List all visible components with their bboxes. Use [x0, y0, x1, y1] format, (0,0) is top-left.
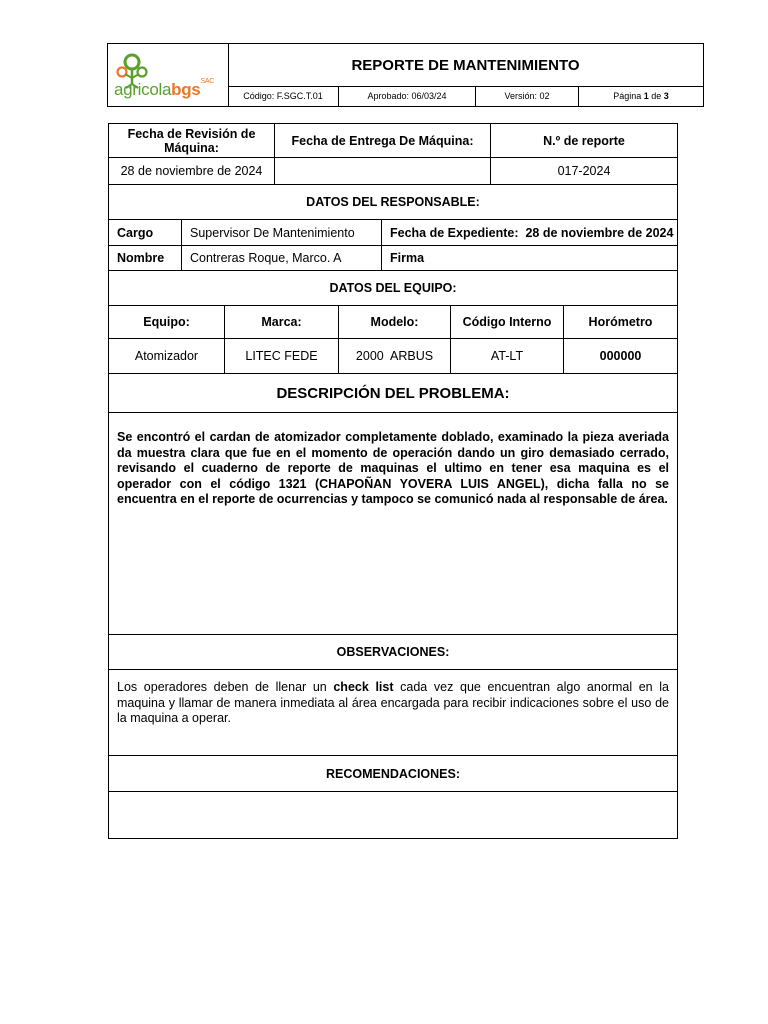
- page-total: 3: [663, 91, 669, 101]
- brand-wordmark: [114, 80, 214, 100]
- value-horometro: 000000: [599, 349, 642, 363]
- value-fecha-entrega: [275, 158, 491, 184]
- col-horometro: Horómetro: [588, 315, 653, 329]
- document-title: REPORTE DE MANTENIMIENTO: [228, 44, 703, 87]
- label-cargo: Cargo: [109, 220, 182, 245]
- equipo-header-row: [109, 306, 677, 339]
- section-observaciones: OBSERVACIONES:: [109, 635, 677, 670]
- value-nro-reporte: 017-2024: [557, 164, 611, 178]
- label-fecha-revision: Fecha de Revisión de Máquina:: [109, 124, 275, 157]
- value-fecha-expediente: 28 de noviembre de 2024: [525, 225, 674, 240]
- label-fecha-entrega: Fecha de Entrega De Máquina:: [275, 124, 491, 157]
- value-nombre: Contreras Roque, Marco. A: [182, 246, 382, 270]
- section-responsable: DATOS DEL RESPONSABLE:: [109, 185, 677, 220]
- page-of: de: [648, 91, 664, 101]
- value-cargo: Supervisor De Mantenimiento: [182, 220, 382, 245]
- brand-suffix-text: SAC: [200, 78, 214, 85]
- obs-text-bold: check list: [333, 680, 394, 694]
- value-modelo: 2000 ARBUS: [339, 339, 451, 373]
- problema-body: [109, 413, 677, 635]
- page-prefix: Página: [613, 91, 644, 101]
- section-problema: DESCRIPCIÓN DEL PROBLEMA:: [109, 374, 677, 413]
- maintenance-form: [108, 123, 678, 839]
- equipo-values-row: [109, 339, 677, 374]
- doc-approved: Aprobado: 06/03/24: [339, 86, 476, 106]
- value-fecha-revision: 28 de noviembre de 2024: [109, 158, 275, 184]
- doc-page: [579, 86, 703, 106]
- nombre-row: [109, 246, 677, 271]
- value-equipo: Atomizador: [109, 339, 225, 373]
- label-nombre: Nombre: [109, 246, 182, 270]
- brand-green-text: agricola: [114, 80, 172, 99]
- company-logo: [108, 44, 229, 106]
- recomendaciones-body: [109, 792, 677, 838]
- label-nro-reporte: N.º de reporte: [543, 133, 625, 148]
- label-firma: Firma: [390, 251, 425, 265]
- obs-text-before: Los operadores deben de llenar un: [117, 680, 334, 694]
- report-header-row: [109, 124, 677, 158]
- cargo-row: [109, 220, 677, 246]
- page-number: 1: [643, 91, 649, 101]
- col-equipo: Equipo:: [109, 306, 225, 338]
- label-fecha-expediente: Fecha de Expediente:: [390, 225, 519, 240]
- col-modelo: Modelo:: [339, 306, 451, 338]
- value-marca: LITEC FEDE: [225, 339, 339, 373]
- value-codigo-interno: AT-LT: [451, 339, 564, 373]
- col-codigo-interno: Código Interno: [451, 306, 564, 338]
- document-meta-row: [228, 86, 703, 106]
- observaciones-text: [117, 680, 669, 727]
- brand-orange-text: bgs: [171, 80, 201, 99]
- report-values-row: [109, 158, 677, 185]
- document-header: [107, 43, 704, 107]
- section-recomendaciones: RECOMENDACIONES:: [109, 756, 677, 792]
- obs-text-after: cada vez que encuentran algo anormal en la maquina y llamar de manera inmediata al área encargada para recibir indicaciones sobre el uso de la maquina a operar.: [117, 680, 670, 725]
- col-marca: Marca:: [225, 306, 339, 338]
- doc-code: Código: F.SGC.T.01: [228, 86, 339, 106]
- doc-version: Versión: 02: [476, 86, 579, 106]
- section-equipo: DATOS DEL EQUIPO:: [109, 271, 677, 306]
- problema-text: Se encontró el cardan de atomizador completamente doblado, examinado la pieza averiada da muestra clara que fue en el momento de operación dando un giro demasiado cerrado, revisando el cuaderno de reporte de maquinas el ultimo en tener esa maquina es el operador con el código 1321 (CHAPOÑAN YOVERA LUIS ANGEL), dicha falla no se encuentra en el reporte de ocurrencias y tampoco se comunicó nada al responsable de área.: [117, 430, 669, 506]
- fecha-expediente: [382, 220, 677, 245]
- observaciones-body: [109, 670, 677, 756]
